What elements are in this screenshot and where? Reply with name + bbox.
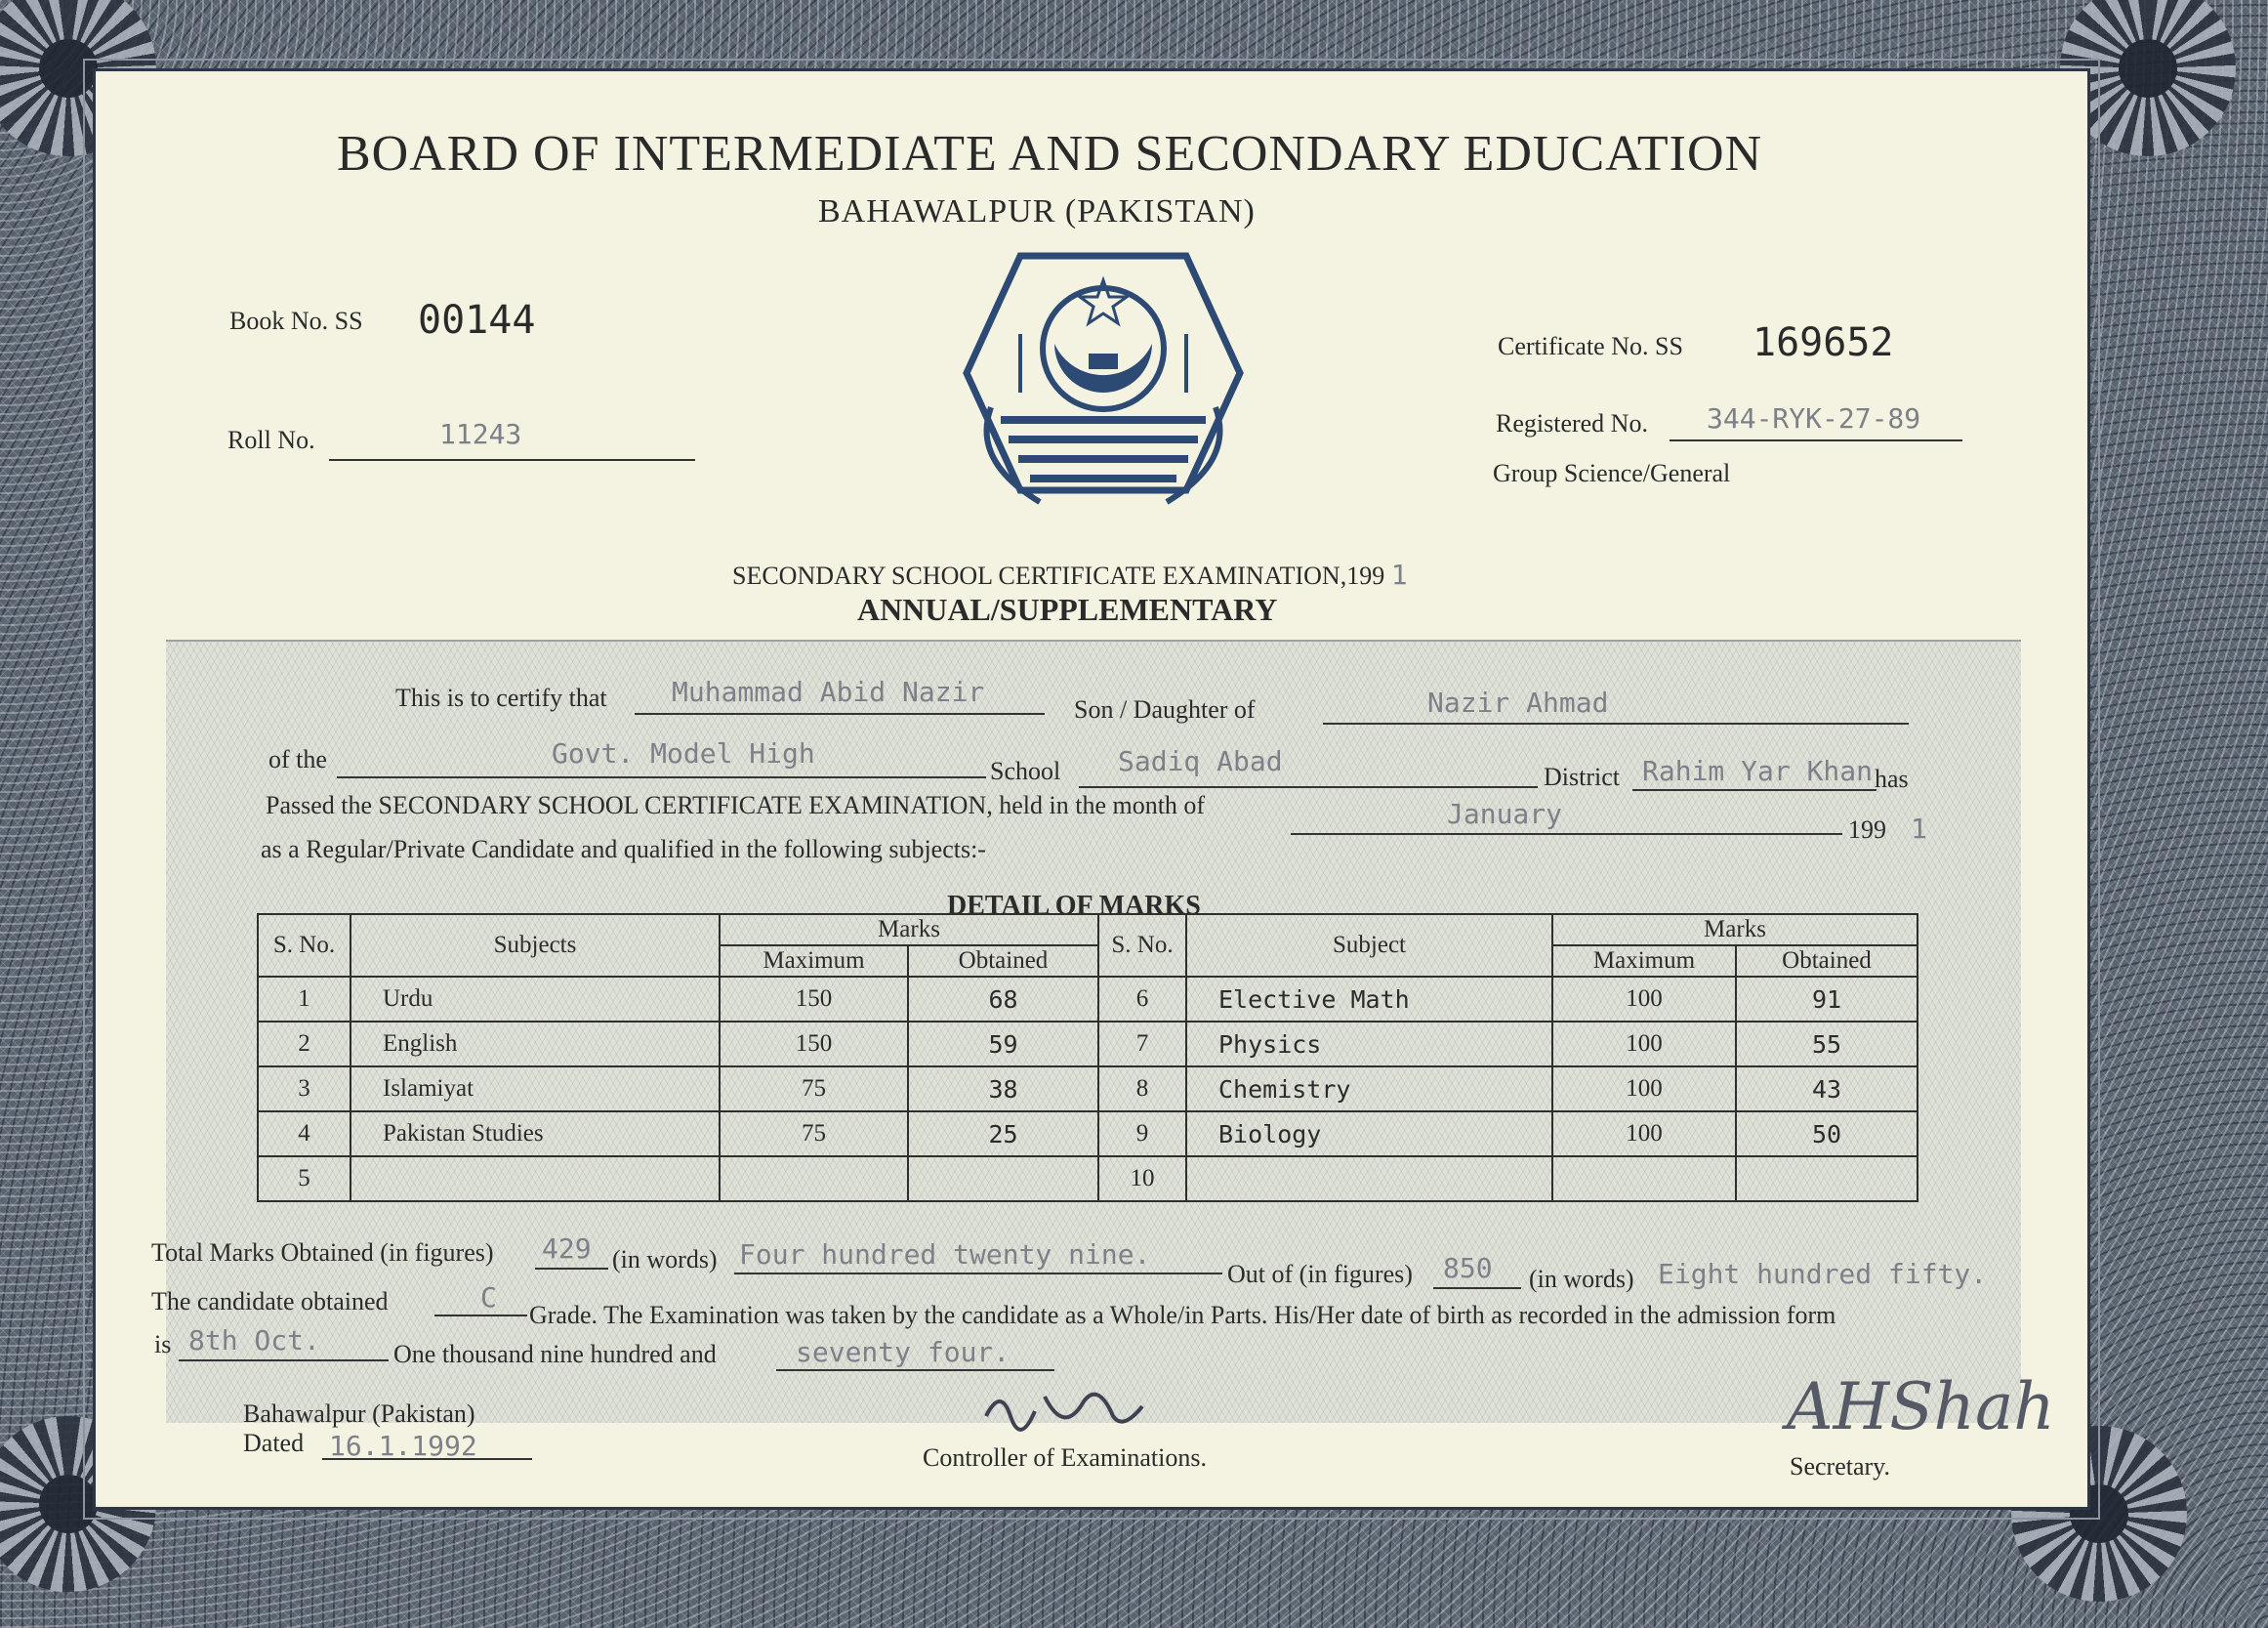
- grade-line: [434, 1315, 527, 1316]
- row-obtained-2: 55: [1736, 1022, 1917, 1066]
- row-obtained: [908, 1156, 1098, 1201]
- row-obtained-2: 50: [1736, 1111, 1917, 1156]
- row-obtained: 68: [908, 977, 1098, 1022]
- dob-year-words: seventy four.: [796, 1336, 1010, 1368]
- issue-place: Bahawalpur (Pakistan): [243, 1399, 475, 1428]
- group-label: Group Science/General: [1493, 459, 1731, 487]
- header-obtained-2: Obtained: [1736, 945, 1917, 977]
- table-row: [258, 1111, 1917, 1156]
- district-line: [1632, 789, 1876, 791]
- board-title: BOARD OF INTERMEDIATE AND SECONDARY EDUCATION: [337, 126, 1763, 182]
- row-sno: 3: [258, 1066, 351, 1111]
- registered-no-line: [1670, 439, 1962, 441]
- book-no-value: 00144: [418, 298, 536, 343]
- header-maximum-2: Maximum: [1552, 945, 1736, 977]
- relation-label: Son / Daughter of: [1074, 695, 1256, 724]
- row-sno-2: 8: [1098, 1066, 1186, 1111]
- row-max: 150: [720, 977, 908, 1022]
- dob-year-line: [776, 1369, 1054, 1371]
- out-of-label: Out of (in figures): [1227, 1260, 1413, 1288]
- father-line: [1323, 723, 1909, 725]
- row-subject-2: Chemistry: [1186, 1066, 1552, 1111]
- table-row: [258, 1156, 1917, 1201]
- board-emblem-icon: [962, 246, 1245, 515]
- dated-value: 16.1.1992: [329, 1430, 477, 1462]
- row-subject: [351, 1156, 720, 1201]
- book-no-label: Book No. SS: [229, 307, 363, 335]
- total-figures: 429: [542, 1232, 592, 1265]
- qualified-text: as a Regular/Private Candidate and qualified in the following subjects:-: [261, 835, 986, 863]
- row-obtained-2: 91: [1736, 977, 1917, 1022]
- dob-text: One thousand nine hundred and: [393, 1340, 717, 1368]
- header-maximum: Maximum: [720, 945, 908, 977]
- certificate-no-label: Certificate No. SS: [1498, 332, 1683, 360]
- grade-label: The candidate obtained: [151, 1287, 389, 1315]
- exam-month: January: [1447, 798, 1563, 830]
- district-value: Rahim Yar Khan: [1642, 755, 1874, 787]
- row-max: 75: [720, 1066, 908, 1111]
- dob-value: 8th Oct.: [188, 1324, 320, 1357]
- exam-year-digit: 1: [1390, 559, 1408, 591]
- row-obtained: 25: [908, 1111, 1098, 1156]
- name-line: [635, 713, 1045, 715]
- school-name: Govt. Model High: [552, 737, 815, 770]
- header-sno: S. No.: [258, 914, 351, 977]
- row-sno: 2: [258, 1022, 351, 1066]
- of-the-label: of the: [268, 745, 327, 773]
- header-subject: Subject: [1186, 914, 1552, 977]
- row-sno: 1: [258, 977, 351, 1022]
- total-words: Four hundred twenty nine.: [739, 1238, 1151, 1271]
- row-obtained: 38: [908, 1066, 1098, 1111]
- grade-text: Grade. The Examination was taken by the candidate as a Whole/in Parts. His/Her date of birth as recorded in the admission form: [529, 1301, 1836, 1329]
- district-label: District: [1544, 763, 1620, 791]
- table-row: [258, 977, 1917, 1022]
- header-marks-2: Marks: [1552, 914, 1917, 945]
- registered-no-label: Registered No.: [1496, 409, 1648, 438]
- father-name: Nazir Ahmad: [1427, 687, 1609, 719]
- row-sno-2: 7: [1098, 1022, 1186, 1066]
- header-subjects: Subjects: [351, 914, 720, 977]
- row-max-2: 100: [1552, 1066, 1736, 1111]
- passed-text: Passed the SECONDARY SCHOOL CERTIFICATE EXAMINATION, held in the month of: [266, 791, 1206, 819]
- row-subject-2: Physics: [1186, 1022, 1552, 1066]
- row-sno-2: 9: [1098, 1111, 1186, 1156]
- school-line: [337, 776, 986, 778]
- header-sno-2: S. No.: [1098, 914, 1186, 977]
- marks-table: [257, 913, 1918, 1202]
- row-sno: 5: [258, 1156, 351, 1201]
- month-line: [1291, 833, 1842, 835]
- row-max: 75: [720, 1111, 908, 1156]
- table-row: [258, 1022, 1917, 1066]
- out-of-figures: 850: [1443, 1252, 1493, 1284]
- controller-title: Controller of Examinations.: [923, 1443, 1208, 1472]
- out-of-words: Eight hundred fifty.: [1658, 1258, 1988, 1290]
- exam-title: [732, 559, 1408, 591]
- marks-title: DETAIL OF MARKS: [947, 891, 1201, 921]
- row-max-2: 100: [1552, 1022, 1736, 1066]
- row-subject: English: [351, 1022, 720, 1066]
- row-subject-2: Biology: [1186, 1111, 1552, 1156]
- grade-value: C: [480, 1281, 497, 1314]
- row-subject: Islamiyat: [351, 1066, 720, 1111]
- row-max: 150: [720, 1022, 908, 1066]
- school-label: School: [990, 757, 1061, 785]
- total-marks-label: Total Marks Obtained (in figures): [151, 1238, 494, 1267]
- row-obtained: 59: [908, 1022, 1098, 1066]
- row-subject-2: [1186, 1156, 1552, 1201]
- row-sno-2: 6: [1098, 977, 1186, 1022]
- registered-no-value: 344-RYK-27-89: [1707, 402, 1921, 435]
- controller-signature-icon: [976, 1377, 1172, 1445]
- board-subtitle: BAHAWALPUR (PAKISTAN): [818, 193, 1256, 230]
- secretary-title: Secretary.: [1790, 1452, 1890, 1481]
- row-max: [720, 1156, 908, 1201]
- table-row: [258, 1066, 1917, 1111]
- header-marks: Marks: [720, 914, 1098, 945]
- exam-title-text: SECONDARY SCHOOL CERTIFICATE EXAMINATION,199: [732, 562, 1385, 590]
- in-words-label-2: (in words): [1529, 1265, 1634, 1293]
- roll-no-label: Roll No.: [227, 426, 315, 454]
- dob-is-label: is: [154, 1330, 172, 1358]
- place-line: [1079, 786, 1538, 788]
- row-obtained-2: [1736, 1156, 1917, 1201]
- total-words-line: [734, 1273, 1222, 1274]
- row-max-2: 100: [1552, 977, 1736, 1022]
- has-label: has: [1875, 765, 1909, 793]
- roll-no-value: 11243: [439, 418, 522, 450]
- out-of-line: [1433, 1287, 1521, 1289]
- roll-no-line: [329, 459, 695, 461]
- exam-session: ANNUAL/SUPPLEMENTARY: [857, 592, 1278, 627]
- secretary-signature: AHShah: [1787, 1369, 2055, 1444]
- in-words-label: (in words): [612, 1245, 718, 1273]
- row-max-2: [1552, 1156, 1736, 1201]
- certify-intro: This is to certify that: [395, 684, 607, 712]
- year-digit: 1: [1911, 813, 1927, 845]
- row-subject-2: Elective Math: [1186, 977, 1552, 1022]
- year-prefix: 199: [1848, 815, 1886, 844]
- certificate-no-value: 169652: [1753, 320, 1894, 365]
- row-obtained-2: 43: [1736, 1066, 1917, 1111]
- candidate-name: Muhammad Abid Nazir: [672, 676, 985, 708]
- header-obtained: Obtained: [908, 945, 1098, 977]
- row-sno-2: 10: [1098, 1156, 1186, 1201]
- school-place: Sadiq Abad: [1118, 745, 1283, 777]
- total-figures-line: [535, 1268, 608, 1270]
- row-max-2: 100: [1552, 1111, 1736, 1156]
- row-sno: 4: [258, 1111, 351, 1156]
- row-subject: Urdu: [351, 977, 720, 1022]
- dob-line: [179, 1359, 389, 1361]
- row-subject: Pakistan Studies: [351, 1111, 720, 1156]
- dated-label: Dated: [243, 1429, 305, 1457]
